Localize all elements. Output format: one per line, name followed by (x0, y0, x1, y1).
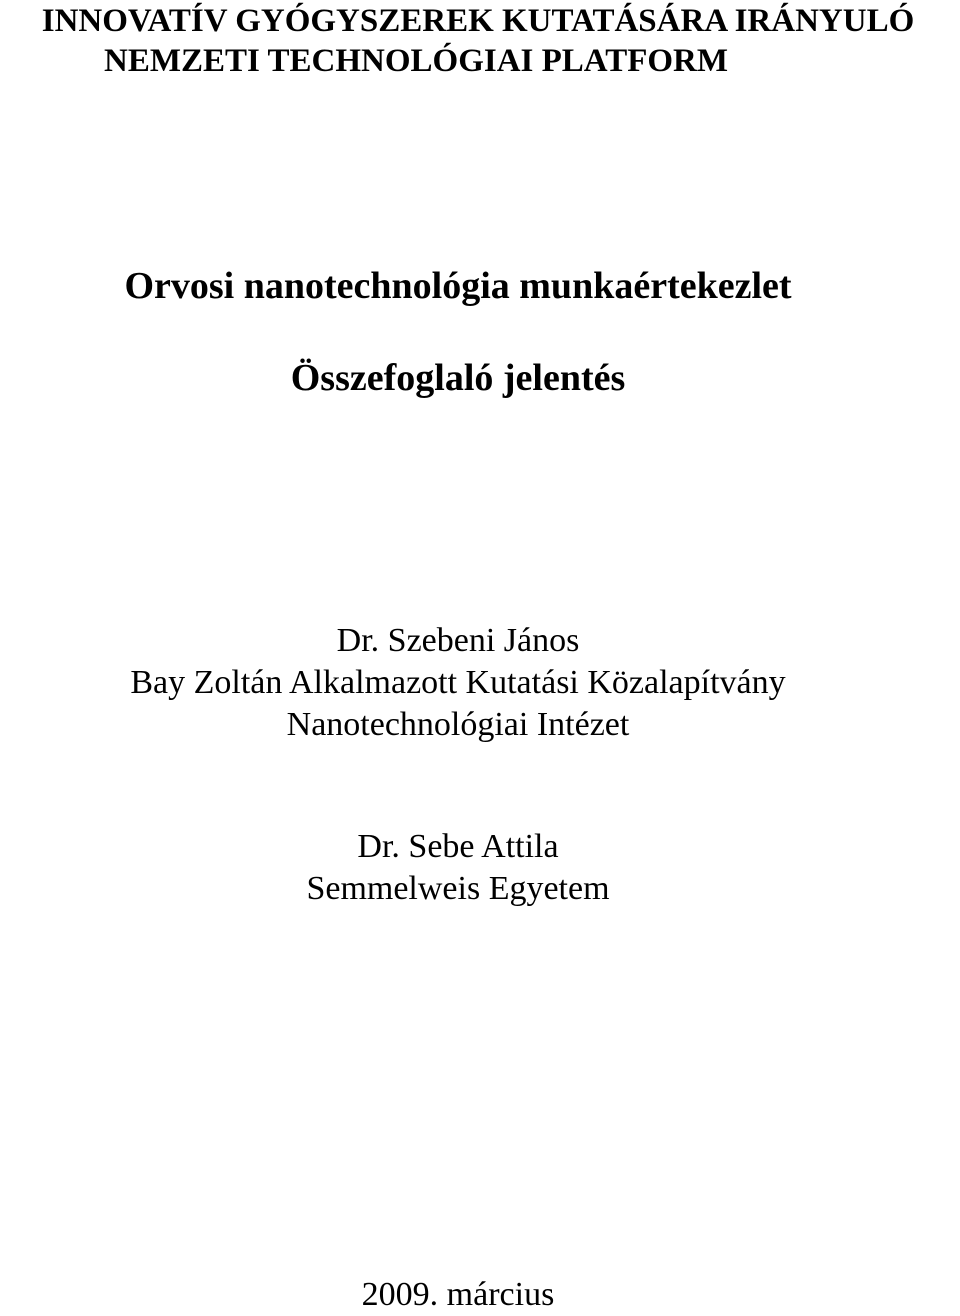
author1-name: Dr. Szebeni János (336, 622, 580, 659)
author1-affiliation-line1: Bay Zoltán Alkalmazott Kutatási Közalapítvány (130, 664, 786, 701)
author1-affiliation-line2: Nanotechnológiai Intézet (286, 706, 630, 743)
platform-header-line1: INNOVATÍV GYÓGYSZEREK KUTATÁSÁRA IRÁNYULÓ (41, 3, 915, 39)
report-date: 2009. március (361, 1276, 555, 1313)
report-subtitle: Összefoglaló jelentés (290, 357, 626, 399)
platform-header-line2: NEMZETI TECHNOLÓGIAI PLATFORM (103, 43, 729, 79)
author2-name: Dr. Sebe Attila (357, 828, 559, 865)
report-title: Orvosi nanotechnológia munkaértekezlet (124, 265, 792, 307)
author2-affiliation: Semmelweis Egyetem (306, 870, 610, 907)
